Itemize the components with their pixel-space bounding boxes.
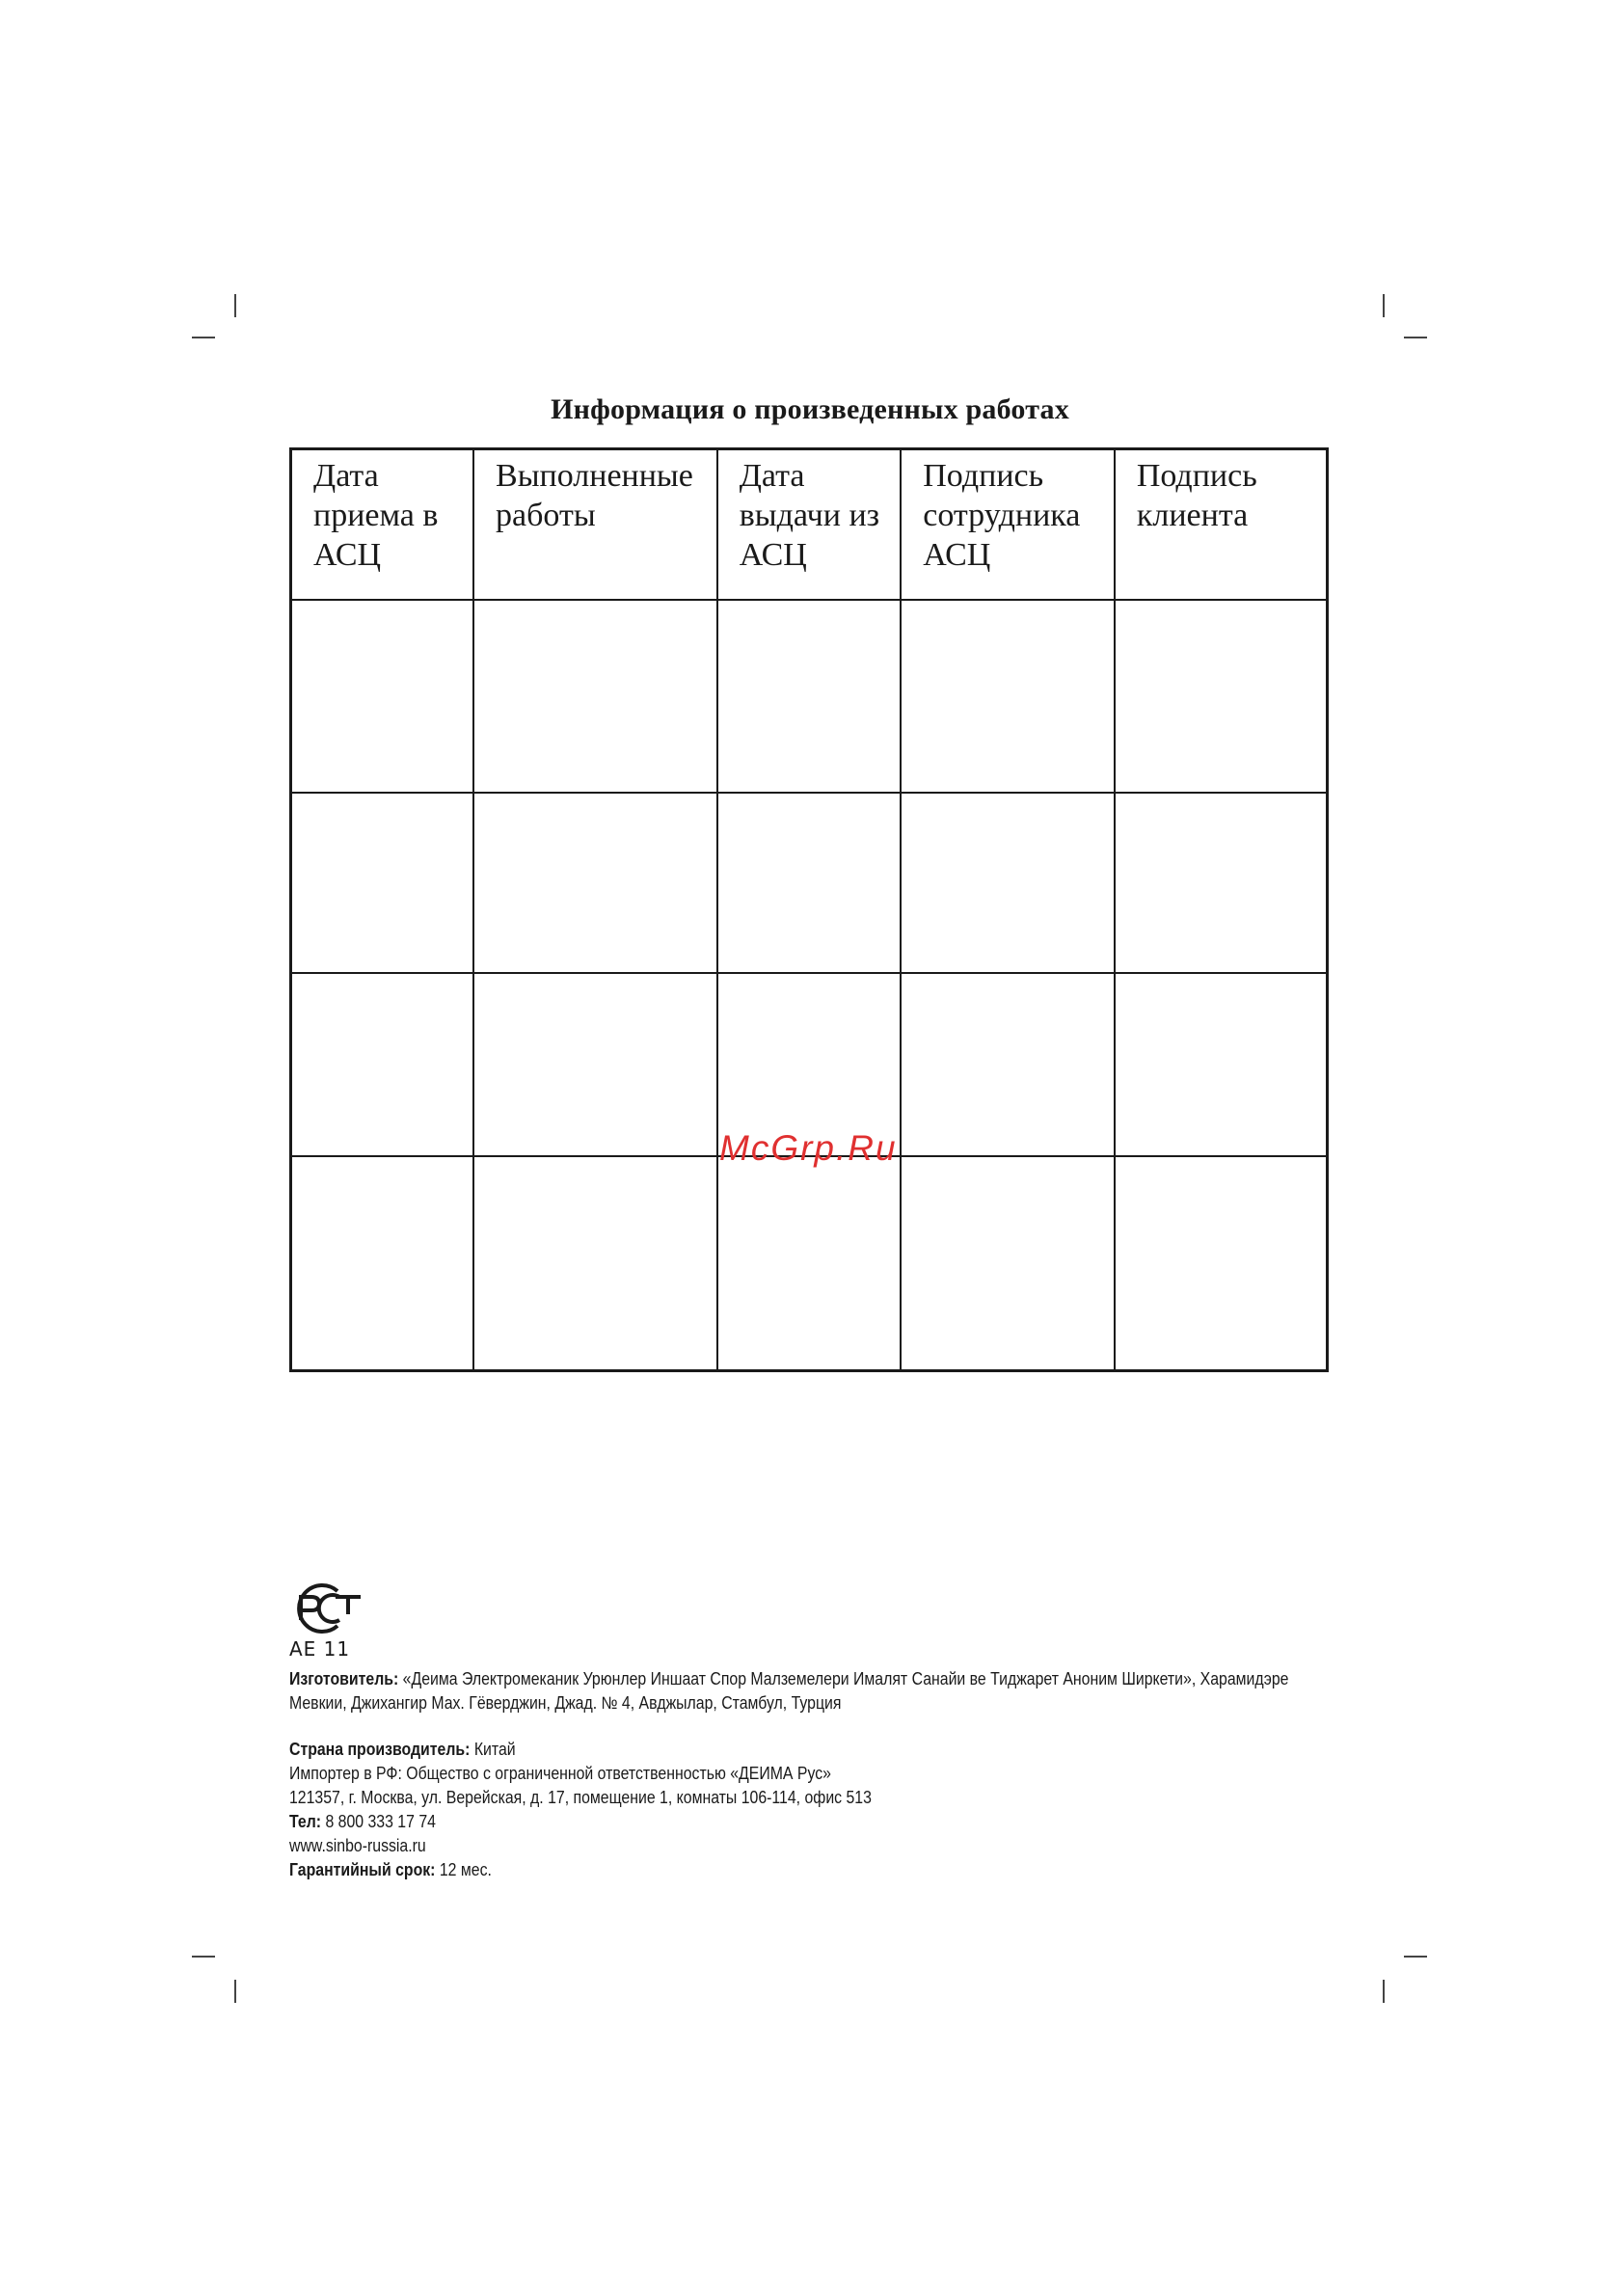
manufacturer-label: Изготовитель: (289, 1669, 399, 1688)
importer-line: Импортер в РФ: Общество с ограниченной ответственностью «ДЕИМА Рус» (289, 1764, 831, 1783)
manufacturer-line-1 (289, 1667, 1289, 1691)
works-table (289, 447, 1329, 1372)
table-cell[interactable] (291, 600, 474, 793)
table-cell[interactable] (717, 793, 902, 973)
manufacturer-block (289, 1667, 1289, 1715)
crop-mark-bottom-left-horizontal (192, 1956, 215, 1958)
table-header-row (291, 449, 1328, 600)
table-cell[interactable] (291, 973, 474, 1156)
watermark: McGrp.Ru (719, 1128, 898, 1168)
address-line: 121357, г. Москва, ул. Верейская, д. 17, помещение 1, комнаты 106-114, офис 513 (289, 1788, 872, 1807)
certification-code: АЕ 11 (289, 1637, 351, 1661)
table-cell[interactable] (1115, 793, 1328, 973)
table-cell[interactable] (901, 793, 1115, 973)
table-cell[interactable] (1115, 1156, 1328, 1371)
table-cell[interactable] (473, 600, 717, 793)
table-cell[interactable] (473, 973, 717, 1156)
crop-mark-top-left-vertical (234, 294, 236, 317)
header-intake-date: Дата приема в АСЦ (291, 449, 474, 600)
crop-mark-top-right-vertical (1383, 294, 1385, 317)
table-cell[interactable] (291, 1156, 474, 1371)
country-line (289, 1738, 1214, 1762)
warranty-value: 12 мес. (435, 1860, 492, 1879)
phone-value: 8 800 333 17 74 (321, 1812, 436, 1831)
crop-mark-top-right-horizontal (1404, 337, 1427, 338)
country-label: Страна производитель: (289, 1740, 471, 1759)
table-cell[interactable] (717, 600, 902, 793)
warranty-label: Гарантийный срок: (289, 1860, 436, 1879)
header-client-signature: Подпись клиента (1115, 449, 1328, 600)
manufacturer-line-2: Мевкии, Джихангир Мах. Гёверджин, Джад. № 4, Авджылар, Стамбул, Турция (289, 1693, 842, 1713)
header-staff-signature: Подпись сотрудника АСЦ (901, 449, 1115, 600)
crop-mark-bottom-right-vertical (1383, 1980, 1385, 2003)
table-cell[interactable] (717, 1156, 902, 1371)
website-line[interactable]: www.sinbo-russia.ru (289, 1836, 426, 1855)
warranty-line (289, 1858, 1214, 1882)
table-row (291, 600, 1328, 793)
table-cell[interactable] (901, 1156, 1115, 1371)
crop-mark-bottom-right-horizontal (1404, 1956, 1427, 1958)
table-cell[interactable] (901, 600, 1115, 793)
page-title: Информация о произведенных работах (551, 393, 1069, 425)
phone-label: Тел: (289, 1812, 322, 1831)
manufacturer-text: «Деима Электромеканик Урюнлер Иншаат Спор Малземелери Ималят Санайи ве Тиджарет Аноним Ширкети», Харамидэре (398, 1669, 1289, 1688)
phone-line (289, 1810, 1214, 1834)
crop-mark-bottom-left-vertical (234, 1980, 236, 2003)
table-cell[interactable] (901, 973, 1115, 1156)
table-row (291, 793, 1328, 973)
table-cell[interactable] (291, 793, 474, 973)
header-release-date: Дата выдачи из АСЦ (717, 449, 902, 600)
table-row (291, 1156, 1328, 1371)
table-cell[interactable] (473, 1156, 717, 1371)
crop-mark-top-left-horizontal (192, 337, 215, 338)
country-value: Китай (470, 1740, 516, 1759)
importer-block (289, 1738, 1214, 1882)
table-cell[interactable] (1115, 600, 1328, 793)
header-work-performed: Выполненные работы (473, 449, 717, 600)
rst-certification-icon (287, 1581, 363, 1635)
table-cell[interactable] (1115, 973, 1328, 1156)
table-cell[interactable] (473, 793, 717, 973)
